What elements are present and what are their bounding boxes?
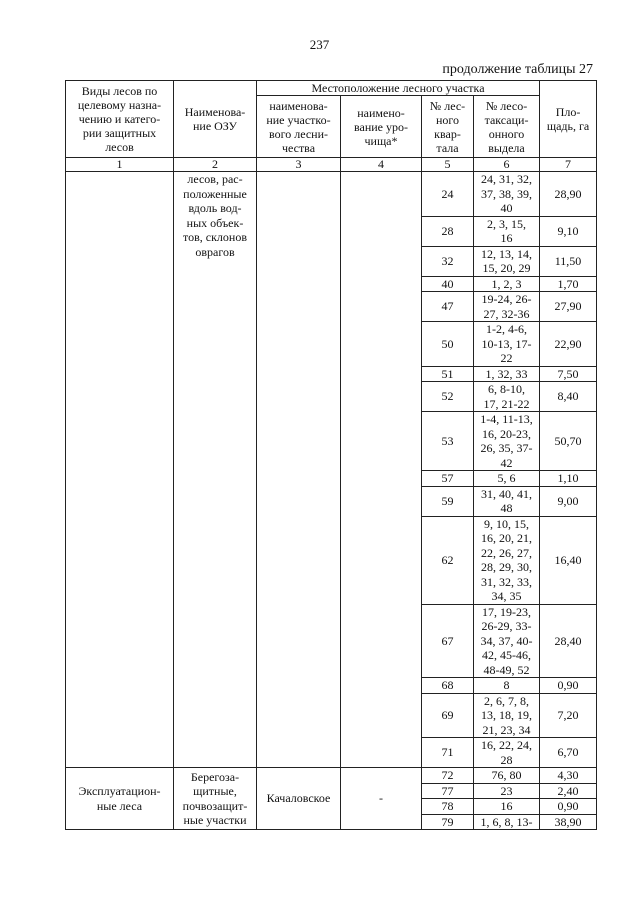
quarter-cell: 71: [422, 738, 474, 768]
sections-cell: 6, 8-10, 17, 21-22: [474, 382, 540, 412]
quarter-cell: 68: [422, 678, 474, 694]
quarter-cell: 40: [422, 276, 474, 292]
table-row: [66, 172, 597, 217]
area-cell: 9,00: [540, 486, 597, 516]
column-number-row: [66, 158, 597, 172]
sections-cell: 16: [474, 799, 540, 815]
page-number: 237: [309, 37, 330, 52]
header-forestry: наименова- ние участко- вого лесни- чества: [257, 96, 341, 158]
tract-cell: [341, 172, 422, 768]
sections-cell: 31, 40, 41, 48: [474, 486, 540, 516]
area-cell: 7,50: [540, 366, 597, 382]
quarter-cell: 53: [422, 412, 474, 471]
quarter-cell: 77: [422, 783, 474, 799]
quarter-cell: 57: [422, 471, 474, 487]
sections-cell: 24, 31, 32, 37, 38, 39, 40: [474, 172, 540, 217]
ozu-name-cell: лесов, рас- положенные вдоль вод- ных объек- тов, склонов оврагов: [174, 172, 257, 768]
sections-cell: 16, 22, 24, 28: [474, 738, 540, 768]
area-cell: 6,70: [540, 738, 597, 768]
forestry-cell: Качаловское: [257, 768, 341, 830]
sections-cell: 5, 6: [474, 471, 540, 487]
quarter-cell: 69: [422, 693, 474, 738]
area-cell: 50,70: [540, 412, 597, 471]
forest-type-cell: Эксплуатацион- ные леса: [66, 768, 174, 830]
forest-type-cell: [66, 172, 174, 768]
sections-cell: 1-4, 11-13, 16, 20-23, 26, 35, 37- 42: [474, 412, 540, 471]
quarter-cell: 47: [422, 292, 474, 322]
quarter-cell: 28: [422, 216, 474, 246]
table-continuation-title: продолжение таблицы 27: [442, 62, 593, 77]
column-number: 6: [474, 158, 540, 172]
ozu-name-cell: Берегоза- щитные, почвозащит- ные участки: [174, 768, 257, 830]
column-number: 1: [66, 158, 174, 172]
sections-cell: 8: [474, 678, 540, 694]
quarter-cell: 32: [422, 246, 474, 276]
column-number: 3: [257, 158, 341, 172]
sections-cell: 2, 3, 15, 16: [474, 216, 540, 246]
area-cell: 2,40: [540, 783, 597, 799]
area-cell: 28,90: [540, 172, 597, 217]
quarter-cell: 59: [422, 486, 474, 516]
quarter-cell: 51: [422, 366, 474, 382]
quarter-cell: 62: [422, 516, 474, 604]
quarter-cell: 79: [422, 814, 474, 830]
sections-cell: 1, 2, 3: [474, 276, 540, 292]
column-number: 4: [341, 158, 422, 172]
area-cell: 16,40: [540, 516, 597, 604]
table-row: [66, 768, 597, 784]
column-number: 5: [422, 158, 474, 172]
header-forest-type: Виды лесов по целевому назна- чению и катего- рии защитных лесов: [66, 81, 174, 158]
area-cell: 28,40: [540, 604, 597, 678]
quarter-cell: 24: [422, 172, 474, 217]
quarter-cell: 67: [422, 604, 474, 678]
sections-cell: 76, 80: [474, 768, 540, 784]
quarter-cell: 52: [422, 382, 474, 412]
area-cell: 8,40: [540, 382, 597, 412]
area-cell: 9,10: [540, 216, 597, 246]
header-area: Пло- щадь, га: [540, 81, 597, 158]
header-section: № лесо- таксаци- онного выдела: [474, 96, 540, 158]
sections-cell: 12, 13, 14, 15, 20, 29: [474, 246, 540, 276]
area-cell: 4,30: [540, 768, 597, 784]
area-cell: 22,90: [540, 322, 597, 367]
quarter-cell: 78: [422, 799, 474, 815]
area-cell: 0,90: [540, 678, 597, 694]
area-cell: 27,90: [540, 292, 597, 322]
sections-cell: 1-2, 4-6, 10-13, 17- 22: [474, 322, 540, 367]
table-body: [66, 172, 597, 830]
header-ozu-name: Наименова- ние ОЗУ: [174, 81, 257, 158]
sections-cell: 2, 6, 7, 8, 13, 18, 19, 21, 23, 34: [474, 693, 540, 738]
header-tract: наимено- вание уро- чища*: [341, 96, 422, 158]
forest-plots-table: [65, 80, 597, 830]
quarter-cell: 72: [422, 768, 474, 784]
sections-cell: 1, 6, 8, 13-: [474, 814, 540, 830]
header-location-group: Местоположение лесного участка: [257, 81, 540, 96]
forestry-cell: [257, 172, 341, 768]
sections-cell: 9, 10, 15, 16, 20, 21, 22, 26, 27, 28, 29, 30, 31, 32, 33, 34, 35: [474, 516, 540, 604]
area-cell: 1,10: [540, 471, 597, 487]
sections-cell: 19-24, 26- 27, 32-36: [474, 292, 540, 322]
column-number: 2: [174, 158, 257, 172]
area-cell: 38,90: [540, 814, 597, 830]
sections-cell: 23: [474, 783, 540, 799]
sections-cell: 17, 19-23, 26-29, 33- 34, 37, 40- 42, 45-46, 48-49, 52: [474, 604, 540, 678]
area-cell: 1,70: [540, 276, 597, 292]
column-number: 7: [540, 158, 597, 172]
area-cell: 0,90: [540, 799, 597, 815]
sections-cell: 1, 32, 33: [474, 366, 540, 382]
quarter-cell: 50: [422, 322, 474, 367]
header-quarter: № лес- ного квар- тала: [422, 96, 474, 158]
tract-cell: -: [341, 768, 422, 830]
area-cell: 11,50: [540, 246, 597, 276]
area-cell: 7,20: [540, 693, 597, 738]
